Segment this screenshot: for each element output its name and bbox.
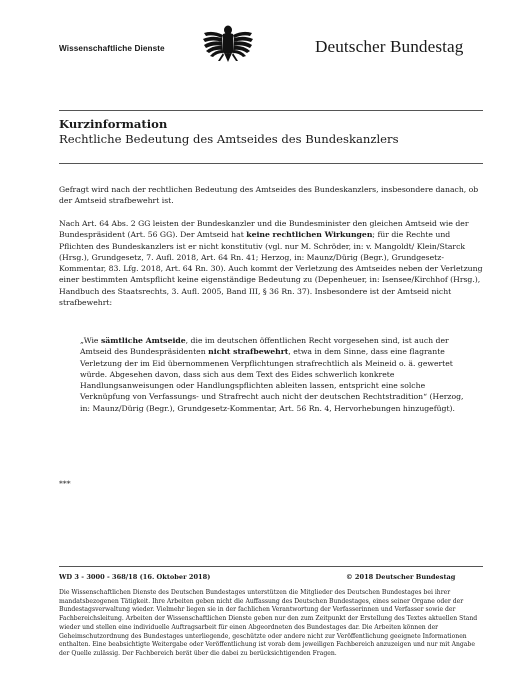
question-paragraph: Gefragt wird nach der rechtlichen Bedeutung des Amtseides des Bundeskanzlers, insbesondere danach, ob der Amtseid strafbewehrt ist. — [59, 185, 479, 206]
analysis-emphasis: keine rechtlichen Wirkungen — [246, 230, 373, 240]
federal-eagle-icon — [201, 24, 255, 68]
title-bottom-rule — [59, 163, 483, 164]
quote-text-a: „Wie — [80, 336, 101, 345]
doc-title: Kurzinformation — [59, 117, 168, 131]
parliament-name: Deutscher Bundestag — [315, 37, 464, 56]
title-top-rule — [59, 110, 483, 111]
document-reference: WD 3 - 3000 - 368/18 (16. Oktober 2018) — [59, 573, 211, 581]
analysis-text-b: ; für die Rechte und Pflichten des Bundeskanzlers ist er nicht konstitutiv (vgl. nur M. Schröder, in: v. Mangoldt/ Klein/Starck (Hrsg.), Grundgesetz, 7. Aufl. 2018, Art. 64 Rn. 41; Herzog, in: Maunz/Dürig (Begr.), Grundgesetz-Kommentar, 83. Lfg. 2018, Art. 64 Rn. 30). Auch kommt der Verletzung des Amtseides neben der Verletzung einer bestimmten Amtspflicht keine eigenständige Bedeutung zu (Depenheuer, in: Isensee/Kirchhof (Hrsg.), Handbuch des Staatsrechts, 3. Aufl. 2005, Band III, § 36 Rn. 37). Insbesondere ist der Amtseid nicht strafbewehrt: — [59, 230, 483, 308]
section-separator: *** — [59, 479, 71, 488]
quote-emphasis-1: sämtliche Amtseide — [100, 336, 186, 345]
quote-emphasis-2: nicht strafbewehrt — [208, 347, 289, 357]
quote-text-c: , etwa in dem Sinne, dass eine flagrante Verletzung der im Eid übernommenen Verpflichtungen strafrechtlich als Meineid o. ä. gewertet würde. Abgesehen davon, dass sich aus dem Text des Eides schwerlich konkrete Handlungsanweisungen oder Handlungspflichten ableiten lassen, entspricht eine solche Verknüpfung von Verfassungs- und Strafrecht auch nicht der deutschen Rechtstradition“ (Herzog, in: Maunz/Dürig (Begr.), Grundgesetz-Kommentar, Art. 56 Rn. 4, Hervorhebungen hinzugefügt). — [80, 347, 464, 413]
analysis-text-a: Nach Art. 64 Abs. 2 GG leisten der Bundeskanzler und die Bundesminister den gleichen Amtseid wie der Bundespräsident (Art. 56 GG). Der Amtseid hat — [59, 219, 469, 240]
block-quote — [80, 335, 473, 414]
disclaimer-text: Die Wissenschaftlichen Dienste des Deutschen Bundestages unterstützen die Mitglieder des Deutschen Bundestages bei ihrer mandatsbezogenen Tätigkeit. Ihre Arbeiten geben nicht die Auffassung des Deutschen Bundestages, eines seiner Organe oder der Bundestagsverwaltung wieder. Vielmehr liegen sie in der fachlichen Verantwortung der Verfasserinnen und Verfasser sowie der Fachbereichsleitung. Arbeiten der Wissenschaftlichen Dienste geben nur den zum Zeitpunkt der Erstellung des Textes aktuellen Stand wieder und stellen eine individuelle Auftragsarbeit für einen Abgeordneten des Bundestages dar. Die Arbeiten können der Geheimschutzordnung des Bundestages unterliegende, geschützte oder andere nicht zur Veröffentlichung geeignete Informationen enthalten. Eine beabsichtigte Weitergabe oder Veröffentlichung ist vorab dem jeweiligen Fachbereich anzuzeigen und nur mit Angabe der Quelle zulässig. Der Fachbereich berät über die dabei zu berücksichtigenden Fragen. — [59, 589, 478, 657]
analysis-paragraph — [59, 218, 483, 308]
org-name: Wissenschaftliche Dienste — [59, 44, 165, 53]
copyright-notice: © 2018 Deutscher Bundestag — [346, 573, 456, 581]
doc-subtitle: Rechtliche Bedeutung des Amtseides des Bundeskanzlers — [59, 132, 399, 146]
quote-text-b: , die im deutschen öffentlichen Recht vorgesehen sind, ist auch der Amtseid des Bundespräsidenten — [80, 336, 449, 357]
footer-rule — [59, 566, 483, 567]
